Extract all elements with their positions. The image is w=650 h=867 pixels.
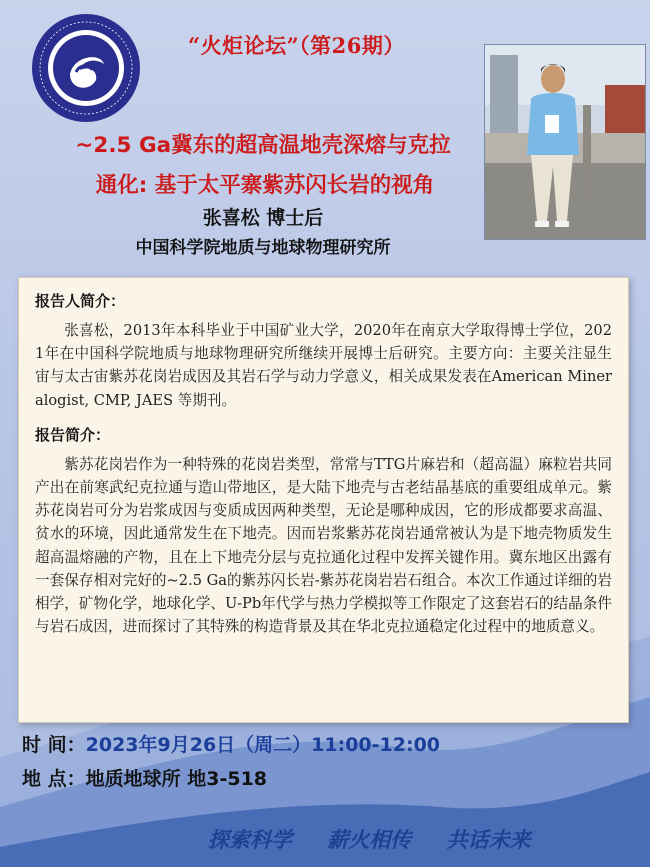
slogan-3: 共话未来 bbox=[446, 827, 531, 852]
speaker-affiliation: 中国科学院地质与地球物理研究所 bbox=[135, 238, 391, 258]
slogan-1: 探索科学 bbox=[208, 827, 292, 852]
slogan-2: 薪火相传 bbox=[327, 827, 412, 852]
time-value: 2023年9月26日（周二）11:00-12:00 bbox=[85, 734, 441, 756]
place-value: 地质地球所 地3-518 bbox=[85, 768, 268, 790]
place-line bbox=[22, 764, 267, 791]
talk-title-line-2: 通化: 基于太平寨紫苏闪长岩的视角 bbox=[95, 173, 435, 198]
content-panel bbox=[18, 277, 629, 723]
place-label: 地 点： bbox=[22, 768, 86, 790]
time-label: 时 间： bbox=[22, 734, 86, 756]
time-line bbox=[22, 730, 440, 757]
slogan-row bbox=[208, 824, 531, 854]
abstract-text: 紫苏花岗岩作为一种特殊的花岗岩类型，常常与TTG片麻岩和（超高温）麻粒岩共同产出在前寒武纪克拉通与造山带地区，是大陆下地壳与古老结晶基底的重要组成单元。紫苏花岗岩可分为岩浆成因与变质成因两种类型，无论是哪种成因，它的形成都要求高温、贫水的环境，因此通常发生在下地壳。因而岩浆紫苏花岗岩通常被认为是下地壳物质发生超高温熔融的产物，且在上下地壳分层与克拉通化过程中发挥关键作用。冀东地区出露有一套保存相对完好的~2.5 Ga的紫苏闪长岩-紫苏花岗岩岩石组合。本次工作通过详细的岩相学，矿物化学，地球化学、U-Pb年代学与热力学模拟等工作限定了这套岩石的结晶条件与岩石成因，进而探讨了其特殊的构造背景及其在华北克拉通稳定化过程中的地质意义。 bbox=[35, 455, 612, 636]
bio-text: 张喜松，2013年本科毕业于中国矿业大学，2020年在南京大学取得博士学位，2021年在中国科学院地质与地球物理研究所继续开展博士后研究。主要方向：主要关注显生宙与太古宙紫苏花岗岩成因及其岩石学与动力学意义，相关成果发表在American Mineralogist, CMP, JAES 等期刊。 bbox=[35, 322, 612, 409]
bio-heading: 报告人简介： bbox=[35, 292, 126, 310]
talk-title-line-1: ~2.5 Ga冀东的超高温地壳深熔与克拉 bbox=[75, 133, 451, 158]
institute-logo bbox=[30, 12, 142, 124]
forum-title: “火炬论坛”（第26期） bbox=[188, 33, 405, 58]
abstract-heading: 报告简介： bbox=[35, 425, 111, 444]
speaker-name: 张喜松 博士后 bbox=[202, 207, 324, 229]
